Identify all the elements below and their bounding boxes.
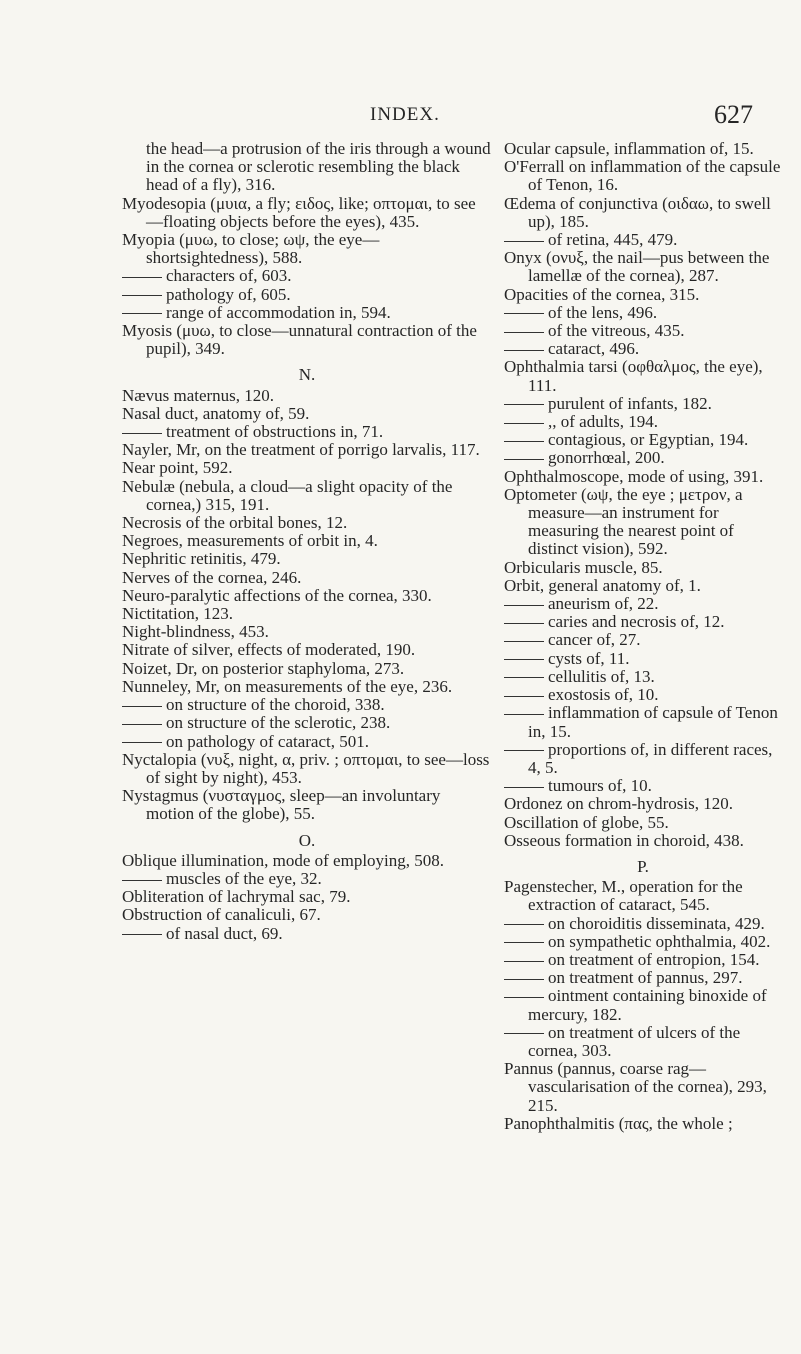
entry-text: Obliteration of lachrymal sac, 79. [122,887,351,907]
index-entry [122,623,492,641]
index-entry [122,532,492,550]
index-subentry [122,267,492,285]
ditto-dash [504,787,544,788]
ditto-dash [122,742,162,743]
section-letter [122,366,492,384]
ditto-dash [504,979,544,980]
index-subentry [504,650,782,668]
index-entry [504,158,782,194]
index-subentry [504,631,782,649]
index-subentry [122,423,492,441]
index-entry [122,459,492,477]
entry-text: on sympathetic ophthalmia, 402. [548,931,771,951]
index-entry [122,478,492,514]
ditto-dash [504,997,544,998]
index-subentry [122,696,492,714]
entry-text: on pathology of cataract, 501. [166,731,369,751]
index-entry [122,569,492,587]
section-letter [122,832,492,850]
entry-text: Onyx (ονυξ, the nail—pus between the lamellæ of the cornea), 287. [504,248,770,286]
entry-text: Myosis (μυω, to close—unnatural contraction of the pupil), 349. [122,321,477,359]
entry-text: of the vitreous, 435. [548,321,685,341]
ditto-dash [504,404,544,405]
entry-text: Oscillation of globe, 55. [504,812,669,832]
index-entry [122,605,492,623]
entry-text: on treatment of pannus, 297. [548,968,743,988]
ditto-dash [504,750,544,751]
entry-text: characters of, 603. [166,266,292,286]
entry-text: Ophthalmoscope, mode of using, 391. [504,466,764,486]
entry-text: Oblique illumination, mode of employing, 508. [122,850,445,870]
entry-text: the head—a protrusion of the iris through a wound in the cornea or sclerotic resembling the black head of a fly), 316. [146,139,491,195]
entry-text: inflammation of capsule of Tenon in, 15. [528,703,778,741]
index-subentry [122,925,492,943]
index-subentry [504,777,782,795]
entry-text: ,, of adults, 194. [548,412,659,432]
ditto-dash [122,724,162,725]
entry-text: Nayler, Mr, on the treatment of porrigo larvalis, 117. [122,440,480,460]
ditto-dash [504,659,544,660]
entry-text: of the lens, 496. [548,302,658,322]
index-subentry [504,322,782,340]
ditto-dash [504,1033,544,1034]
index-entry [122,587,492,605]
index-entry [504,358,782,394]
index-subentry [122,870,492,888]
index-entry [122,751,492,787]
entry-text: Nyctalopia (νυξ, night, α, priv. ; οπτομαι, to see—loss of sight by night), 453. [122,749,490,787]
entry-text: on treatment of entropion, 154. [548,949,760,969]
index-entry [504,468,782,486]
ditto-dash [504,714,544,715]
index-subentry [504,933,782,951]
entry-text: Myopia (μυω, to close; ωψ, the eye—shortsightedness), 588. [122,230,380,268]
entry-text: Pannus (pannus, coarse rag—vascularisation of the cornea), 293, 215. [504,1059,767,1115]
index-subentry [504,449,782,467]
index-entry [504,140,782,158]
index-entry [122,550,492,568]
page-number: 627 [714,100,753,129]
ditto-dash [122,295,162,296]
entry-text: Osseous formation in choroid, 438. [504,830,744,850]
entry-text: on choroiditis disseminata, 429. [548,913,765,933]
entry-text: contagious, or Egyptian, 194. [548,430,749,450]
ditto-dash [504,924,544,925]
ditto-dash [504,696,544,697]
entry-text: on structure of the sclerotic, 238. [166,713,391,733]
index-entry [504,559,782,577]
entry-text: Nystagmus (νυσταγμος, sleep—an involuntary motion of the globe), 55. [122,786,441,824]
entry-text: Negroes, measurements of orbit in, 4. [122,531,378,551]
entry-text: Ocular capsule, inflammation of, 15. [504,139,754,158]
index-subentry [122,286,492,304]
entry-text: of retina, 445, 479. [548,230,678,250]
index-subentry [122,714,492,732]
index-entry [122,195,492,231]
ditto-dash [504,332,544,333]
index-subentry [504,431,782,449]
index-entry [504,878,782,914]
index-entry [122,678,492,696]
entry-text: Panophthalmitis (πας, the whole ; [504,1113,733,1133]
entry-text: cataract, 496. [548,339,640,359]
entry-text: proportions of, in different races, 4, 5. [528,739,773,777]
ditto-dash [122,934,162,935]
index-column-left [122,140,492,943]
entry-text: Orbicularis muscle, 85. [504,557,663,577]
entry-text: Nasal duct, anatomy of, 59. [122,403,310,423]
ditto-dash [504,677,544,678]
index-entry [504,1115,782,1133]
entry-text: caries and necrosis of, 12. [548,612,725,632]
index-entry [122,660,492,678]
ditto-dash [504,641,544,642]
index-subentry [122,733,492,751]
index-subentry [504,304,782,322]
index-subentry [504,686,782,704]
index-entry [122,514,492,532]
entry-text: ointment containing binoxide of mercury, 182. [528,986,767,1024]
page-header [0,100,801,140]
index-subentry [504,668,782,686]
section-letter-text: O. [298,830,316,850]
entry-text: Myodesopia (μυια, a fly; ειδος, like; οπτομαι, to see—floating objects before the eyes), 435. [122,193,476,231]
entry-text: Pagenstecher, M., operation for the extraction of cataract, 545. [504,877,743,915]
index-subentry [504,613,782,631]
ditto-dash [504,441,544,442]
index-subentry [504,340,782,358]
entry-text: Neuro-paralytic affections of the cornea, 330. [122,585,432,605]
index-subentry [504,704,782,740]
index-entry [504,249,782,285]
index-subentry [504,1024,782,1060]
ditto-dash [504,459,544,460]
index-subentry [504,969,782,987]
ditto-dash [504,423,544,424]
entry-text: Opacities of the cornea, 315. [504,284,700,304]
index-entry [504,195,782,231]
entry-text: Nævus maternus, 120. [122,385,275,405]
index-entry [122,641,492,659]
section-letter [504,858,782,876]
section-letter-text: N. [298,365,316,385]
entry-text: exostosis of, 10. [548,685,659,705]
entry-text: Nitrate of silver, effects of moderated, 190. [122,640,416,660]
index-column-right [504,140,782,1133]
entry-text: Nictitation, 123. [122,604,233,624]
ditto-dash [504,942,544,943]
index-entry [504,1060,782,1115]
entry-text: pathology of, 605. [166,284,291,304]
entry-text: Ophthalmia tarsi (οφθαλμος, the eye), 111. [504,357,763,395]
index-subentry [504,987,782,1023]
entry-text: muscles of the eye, 32. [166,868,322,888]
index-subentry [504,741,782,777]
index-entry [122,441,492,459]
ditto-dash [504,350,544,351]
index-entry [504,286,782,304]
entry-text: cancer of, 27. [548,630,641,650]
entry-text: cysts of, 11. [548,648,630,668]
index-entry [504,814,782,832]
entry-text: cellulitis of, 13. [548,666,655,686]
index-entry [122,405,492,423]
index-entry [122,140,492,195]
entry-text: tumours of, 10. [548,776,652,796]
entry-text: Nerves of the cornea, 246. [122,567,302,587]
entry-text: Necrosis of the orbital bones, 12. [122,513,348,533]
entry-text: Nebulæ (nebula, a cloud—a slight opacity of the cornea,) 315, 191. [122,476,453,514]
entry-text: O'Ferrall on inflammation of the capsule of Tenon, 16. [504,157,781,195]
page-title: INDEX. [370,104,440,125]
index-entry [122,787,492,823]
ditto-dash [504,241,544,242]
index-entry [504,832,782,850]
index-subentry [504,395,782,413]
ditto-dash [504,961,544,962]
ditto-dash [504,623,544,624]
section-letter-text: P. [637,856,649,876]
index-subentry [504,231,782,249]
index-entry [122,888,492,906]
entry-text: Nephritic retinitis, 479. [122,549,281,569]
index-subentry [504,915,782,933]
entry-text: aneurism of, 22. [548,594,659,614]
entry-text: Near point, 592. [122,458,233,478]
entry-text: on treatment of ulcers of the cornea, 303. [528,1022,741,1060]
entry-text: Nunneley, Mr, on measurements of the eye, 236. [122,676,453,696]
index-subentry [504,413,782,431]
entry-text: on structure of the choroid, 338. [166,695,385,715]
index-entry [504,795,782,813]
index-subentry [504,951,782,969]
ditto-dash [504,605,544,606]
ditto-dash [122,313,162,314]
index-entry [122,906,492,924]
entry-text: range of accommodation in, 594. [166,302,391,322]
entry-text: Orbit, general anatomy of, 1. [504,575,701,595]
index-subentry [504,595,782,613]
index-entry [504,577,782,595]
ditto-dash [122,706,162,707]
entry-text: Œdema of conjunctiva (οιδαω, to swell up), 185. [504,193,771,231]
entry-text: Optometer (ωψ, the eye ; μετρον, a measure—an instrument for measuring the nearest point of distinct vision), 592. [504,484,743,559]
index-subentry [122,304,492,322]
ditto-dash [122,433,162,434]
entry-text: Obstruction of canaliculi, 67. [122,905,321,925]
index-entry [122,852,492,870]
entry-text: treatment of obstructions in, 71. [166,422,384,442]
entry-text: of nasal duct, 69. [166,923,283,943]
index-entry [122,231,492,267]
entry-text: purulent of infants, 182. [548,393,712,413]
ditto-dash [504,313,544,314]
entry-text: Night-blindness, 453. [122,622,269,642]
index-entry [122,322,492,358]
ditto-dash [122,277,162,278]
entry-text: Noizet, Dr, on posterior staphyloma, 273. [122,658,405,678]
index-entry [122,387,492,405]
index-entry [504,486,782,559]
entry-text: Ordonez on chrom-hydrosis, 120. [504,794,733,814]
entry-text: gonorrhœal, 200. [548,448,665,468]
ditto-dash [122,880,162,881]
